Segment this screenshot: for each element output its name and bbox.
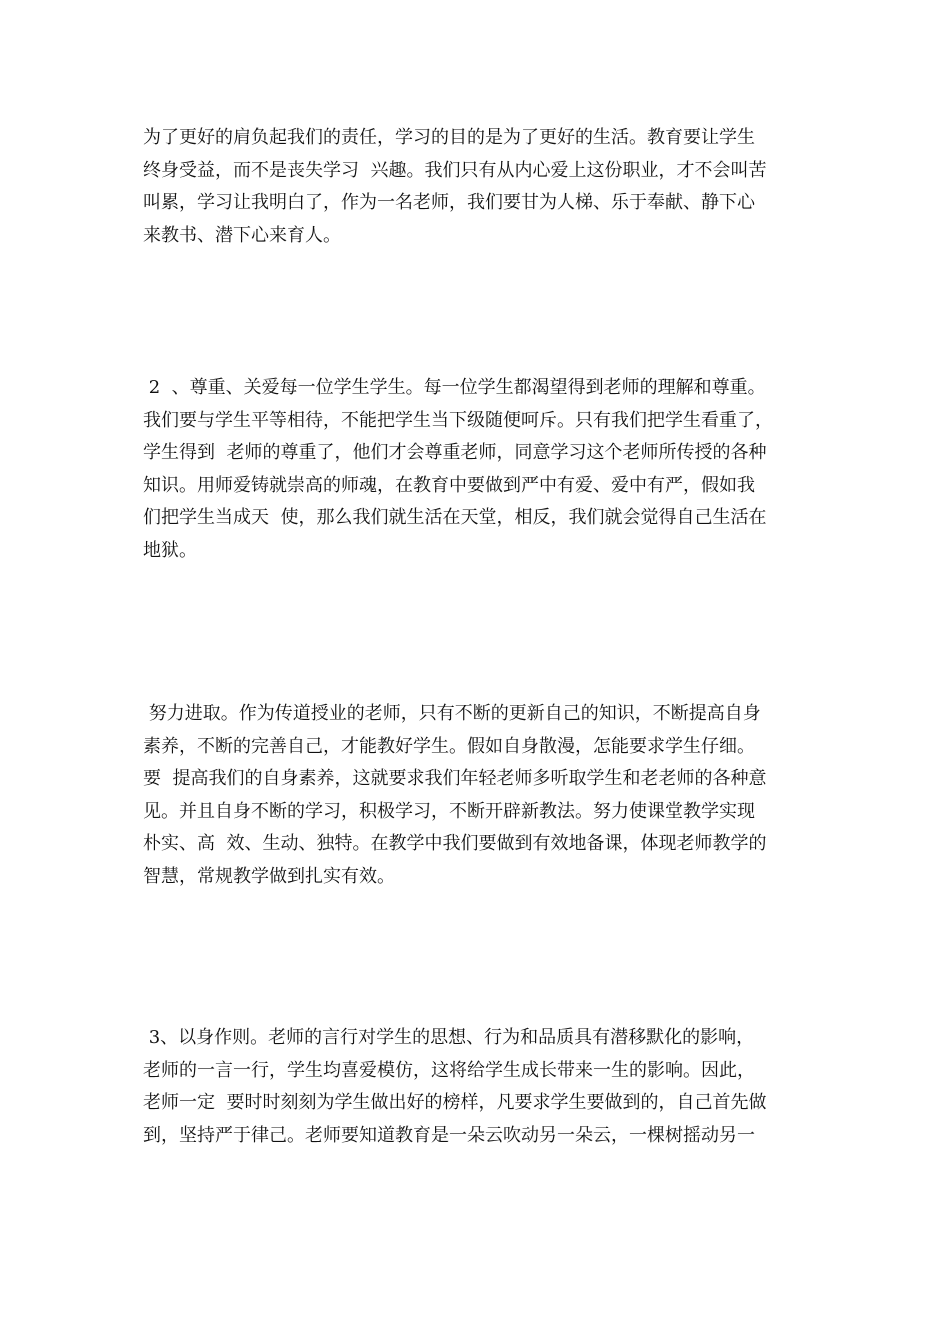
text-line: 智慧，常规教学做到扎实有效。 bbox=[143, 865, 395, 887]
text-line: 地狱。 bbox=[143, 539, 197, 561]
paragraph-respect-students bbox=[143, 372, 813, 567]
text-line: 2 、尊重、关爱每一位学生学生。每一位学生都渴望得到老师的理解和尊重。 bbox=[143, 377, 766, 398]
text-line: 叫累，学习让我明白了，作为一名老师，我们要甘为人梯、乐于奉献、静下心 bbox=[143, 192, 755, 213]
text-line: 学生得到 老师的尊重了，他们才会尊重老师，同意学习这个老师所传授的各种 bbox=[143, 442, 767, 463]
text-line: 们把学生当成天 使，那么我们就生活在天堂，相反，我们就会觉得自己生活在 bbox=[143, 507, 767, 528]
text-line: 朴实、高 效、生动、独特。在教学中我们要做到有效地备课，体现老师教学的 bbox=[143, 833, 767, 854]
text-line: 到，坚持严于律己。老师要知道教育是一朵云吹动另一朵云，一棵树摇动另一 bbox=[143, 1124, 755, 1146]
text-line: 老师的一言一行，学生均喜爱模仿，这将给学生成长带来一生的影响。因此， bbox=[143, 1059, 755, 1081]
text-line: 要 提高我们的自身素养，这就要求我们年轻老师多听取学生和老老师的各种意 bbox=[143, 768, 767, 789]
text-line: 素养，不断的完善自己，才能教好学生。假如自身散漫，怎能要求学生仔细。 bbox=[143, 735, 755, 757]
text-line: 见。并且自身不断的学习，积极学习，不断开辟新教法。努力使课堂教学实现 bbox=[143, 800, 755, 822]
text-line: 老师一定 要时时刻刻为学生做出好的榜样，凡要求学生要做到的，自己首先做 bbox=[143, 1092, 767, 1113]
text-line: 我们要与学生平等相待，不能把学生当下级随便呵斥。只有我们把学生看重了， bbox=[143, 409, 773, 431]
text-line: 终身受益，而不是丧失学习 兴趣。我们只有从内心爱上这份职业，才不会叫苦 bbox=[143, 159, 767, 181]
text-line: 为了更好的肩负起我们的责任，学习的目的是为了更好的生活。教育要让学生 bbox=[143, 127, 755, 148]
paragraph-strive-forward bbox=[143, 698, 813, 893]
text-line: 努力进取。作为传道授业的老师，只有不断的更新自己的知识，不断提高自身 bbox=[143, 703, 761, 724]
text-line: 3、以身作则。老师的言行对学生的思想、行为和品质具有潜移默化的影响， bbox=[143, 1027, 755, 1048]
paragraph-lead-by-example bbox=[143, 1022, 813, 1152]
text-line: 来教书、潜下心来育人。 bbox=[143, 224, 341, 246]
text-line: 知识。用师爱铸就崇高的师魂，在教育中要做到严中有爱、爱中有严，假如我 bbox=[143, 474, 755, 496]
paragraph-purpose-of-learning bbox=[143, 122, 813, 252]
